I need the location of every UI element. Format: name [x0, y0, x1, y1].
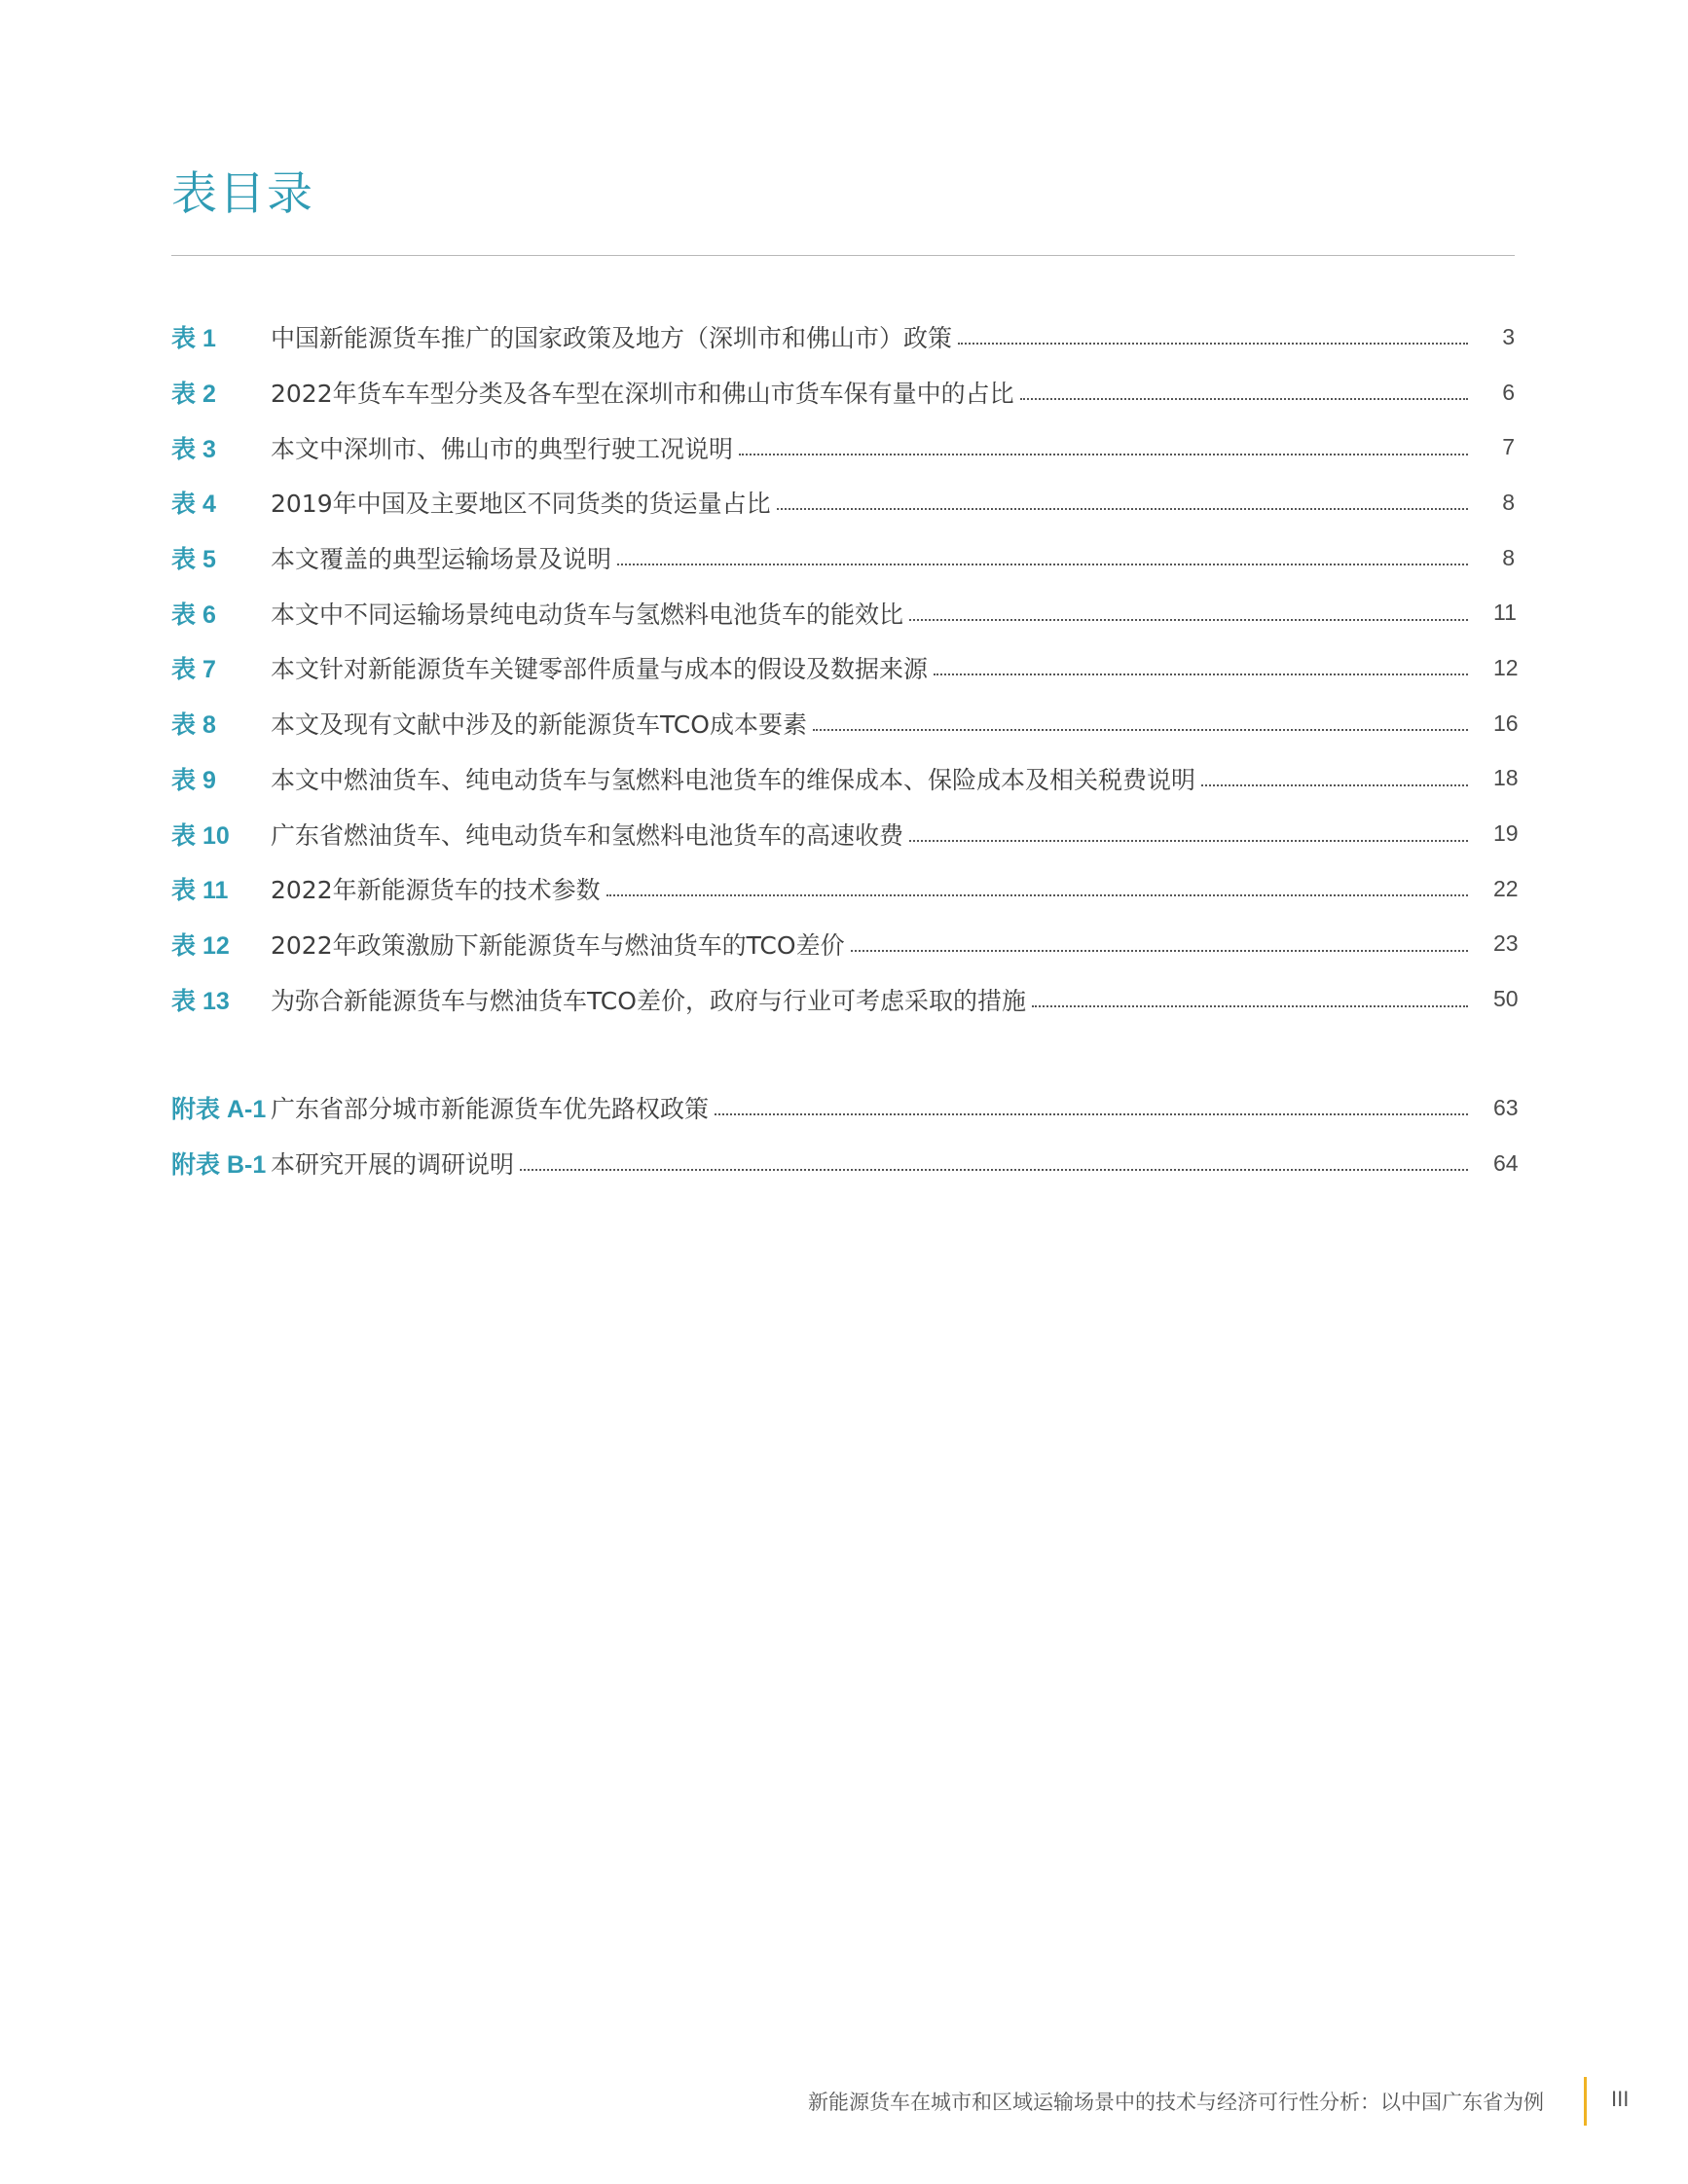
- toc-entry-label: 表 11: [171, 877, 229, 905]
- toc-entry[interactable]: [171, 917, 1519, 972]
- toc-entry-page: 23: [1493, 930, 1519, 957]
- toc-entry[interactable]: [171, 640, 1519, 696]
- toc-entry-title: 2022年货车车型分类及各车型在深圳市和佛山市货车保有量中的占比: [271, 380, 1014, 409]
- toc-entry[interactable]: [171, 530, 1515, 586]
- toc-entry[interactable]: [171, 309, 1515, 365]
- footer-report-title: 新能源货车在城市和区域运输场景中的技术与经济可行性分析：以中国广东省为例: [808, 2091, 1544, 2114]
- toc-entry-page: 7: [1502, 434, 1515, 460]
- toc-entry-title: 本文覆盖的典型运输场景及说明: [271, 545, 612, 574]
- toc-leader-dots: [813, 729, 1468, 731]
- toc-entry-label: 表 10: [171, 821, 230, 850]
- toc-entry-label: 表 12: [171, 931, 230, 960]
- toc-entry-label: 表 2: [171, 381, 216, 409]
- toc-entry-label: 附表 A-1: [171, 1096, 267, 1124]
- toc-leader-dots: [739, 454, 1468, 455]
- toc-entry[interactable]: [171, 971, 1519, 1027]
- toc-leader-dots: [1020, 398, 1468, 400]
- toc-entry-page: 63: [1493, 1094, 1519, 1120]
- toc-leader-dots: [1032, 1005, 1468, 1007]
- toc-entry-title: 本文中深圳市、佛山市的典型行驶工况说明: [271, 434, 734, 463]
- toc-entry-label: 表 7: [171, 656, 216, 684]
- toc-entry-label: 表 9: [171, 766, 216, 794]
- toc-entry-label: 表 8: [171, 711, 216, 740]
- toc-entry-label: 表 4: [171, 491, 216, 519]
- toc-leader-dots: [715, 1113, 1468, 1115]
- toc-entry-title: 广东省燃油货车、纯电动货车和氢燃料电池货车的高速收费: [271, 820, 904, 850]
- toc-leader-dots: [909, 619, 1468, 621]
- toc-entry[interactable]: [171, 365, 1515, 420]
- toc-entry-page: 16: [1493, 710, 1519, 736]
- toc-entry[interactable]: [171, 751, 1519, 807]
- toc-entry-title: 本文针对新能源货车关键零部件质量与成本的假设及数据来源: [271, 655, 929, 684]
- footer-page-number: III: [1611, 2087, 1630, 2111]
- toc-entry-label: 表 5: [171, 546, 216, 574]
- toc-entry[interactable]: [171, 806, 1519, 861]
- toc-entry[interactable]: [171, 475, 1515, 530]
- toc-entry-page: 6: [1502, 379, 1515, 405]
- toc-leader-dots: [958, 343, 1468, 345]
- appendix-toc-entry[interactable]: [171, 1136, 1519, 1191]
- toc-entry-title: 为弥合新能源货车与燃油货车TCO差价，政府与行业可考虑采取的措施: [271, 986, 1026, 1015]
- toc-leader-dots: [520, 1169, 1468, 1171]
- appendix-toc-entry[interactable]: [171, 1080, 1519, 1136]
- title-divider: [171, 255, 1515, 256]
- toc-leader-dots: [617, 564, 1468, 565]
- toc-entry[interactable]: [171, 419, 1515, 475]
- toc-entry-label: 表 3: [171, 435, 216, 463]
- toc-entry-page: 8: [1502, 544, 1515, 570]
- toc-entry-label: 附表 B-1: [171, 1151, 267, 1180]
- toc-leader-dots: [851, 950, 1468, 952]
- toc-entry-label: 表 13: [171, 987, 230, 1015]
- toc-entry-title: 本文及现有文献中涉及的新能源货车TCO成本要素: [271, 710, 807, 740]
- toc-entry[interactable]: [171, 585, 1515, 640]
- toc-entry-page: 50: [1493, 986, 1519, 1012]
- footer-accent-bar: [1584, 2077, 1587, 2126]
- toc-entry-page: 11: [1493, 600, 1517, 626]
- toc-entry-title: 广东省部分城市新能源货车优先路权政策: [271, 1095, 710, 1124]
- toc-leader-dots: [934, 673, 1468, 675]
- page-title: 表目录: [171, 167, 314, 221]
- toc-entry-page: 8: [1502, 489, 1515, 515]
- table-of-tables: [171, 309, 1519, 1027]
- toc-entry-title: 本文中不同运输场景纯电动货车与氢燃料电池货车的能效比: [271, 600, 904, 629]
- toc-entry[interactable]: [171, 696, 1519, 751]
- toc-entry-page: 19: [1493, 820, 1519, 847]
- toc-entry-title: 本研究开展的调研说明: [271, 1150, 515, 1180]
- toc-entry-title: 2022年政策激励下新能源货车与燃油货车的TCO差价: [271, 930, 845, 960]
- toc-entry[interactable]: [171, 861, 1519, 917]
- toc-entry-title: 2022年新能源货车的技术参数: [271, 876, 601, 905]
- appendix-table-list: [171, 1080, 1519, 1190]
- toc-leader-dots: [606, 894, 1468, 896]
- toc-leader-dots: [909, 840, 1468, 842]
- toc-entry-page: 22: [1493, 875, 1519, 901]
- toc-entry-label: 表 1: [171, 325, 216, 353]
- toc-entry-page: 18: [1493, 765, 1519, 791]
- toc-entry-page: 64: [1493, 1149, 1519, 1176]
- toc-entry-title: 本文中燃油货车、纯电动货车与氢燃料电池货车的维保成本、保险成本及相关税费说明: [271, 765, 1196, 794]
- toc-entry-title: 中国新能源货车推广的国家政策及地方（深圳市和佛山市）政策: [271, 324, 953, 353]
- toc-entry-page: 12: [1493, 654, 1519, 680]
- toc-leader-dots: [1201, 784, 1468, 786]
- toc-entry-label: 表 6: [171, 601, 216, 629]
- toc-leader-dots: [777, 508, 1468, 510]
- toc-entry-page: 3: [1502, 323, 1515, 349]
- toc-entry-title: 2019年中国及主要地区不同货类的货运量占比: [271, 490, 771, 519]
